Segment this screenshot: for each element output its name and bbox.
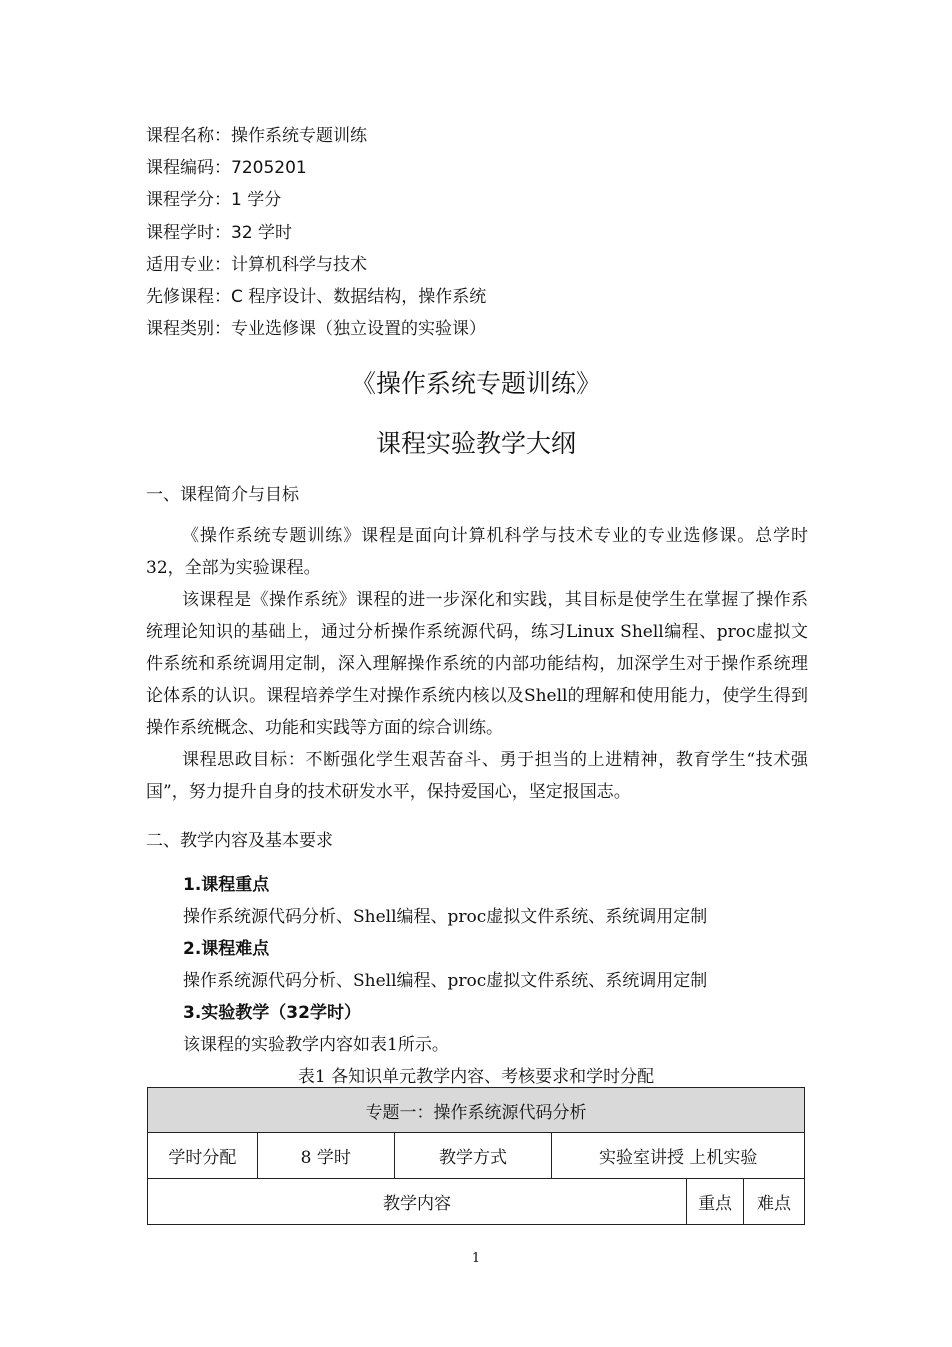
hours-label-cell: 学时分配	[148, 1133, 258, 1179]
document-subtitle: 课程实验教学大纲	[375, 429, 576, 458]
subheading-difficulties: 2.课程难点	[183, 939, 270, 959]
document-title: 《操作系统专题训练》	[350, 369, 601, 398]
meta-course-credit: 课程学分：1 学分	[146, 190, 282, 211]
meta-course-code: 课程编码：7205201	[146, 158, 307, 179]
section1-body	[146, 520, 808, 808]
key-label-cell: 重点	[687, 1179, 744, 1225]
meta-course-hours: 课程学时：32 学时	[146, 222, 293, 243]
method-value-cell: 实验室讲授 上机实验	[552, 1133, 805, 1179]
teaching-content-table	[147, 1087, 805, 1225]
method-label-cell: 教学方式	[394, 1133, 552, 1179]
paragraph-ideology: 课程思政目标：不断强化学生艰苦奋斗、勇于担当的上进精神，教育学生“技术强国”，努力提升自身的技术研发水平，保持爱国心，坚定报国志。	[146, 750, 808, 802]
subheading-lab-teaching: 3.实验教学（32学时）	[183, 1003, 361, 1023]
table-content-header-row	[148, 1179, 805, 1225]
content-label-cell: 教学内容	[148, 1179, 687, 1225]
table-topic-row	[148, 1088, 805, 1133]
table-hours-row	[148, 1133, 805, 1179]
meta-course-name: 课程名称：操作系统专题训练	[146, 126, 367, 146]
subheading-key-points: 1.课程重点	[183, 875, 270, 895]
meta-applicable-major: 适用专业：计算机科学与技术	[146, 254, 367, 275]
lab-teaching-text: 该课程的实验教学内容如表1所示。	[183, 1035, 449, 1055]
page-number: 1	[471, 1251, 481, 1266]
paragraph-goal: 该课程是《操作系统》课程的进一步深化和实践，其目标是使学生在掌握了操作系统理论知识的基础上，通过分析操作系统源代码，练习Linux Shell编程、proc虚拟文件系统和系统调用定制，深入理解操作系统的内部功能结构，加深学生对于操作系统理论体系的认识。课程培养学生对操作系统内核以及Shell的理解和使用能力，使学生得到操作系统概念、功能和实践等方面的综合训练。	[146, 590, 808, 738]
topic-cell: 专题一：操作系统源代码分析	[148, 1088, 805, 1133]
section-heading-1: 一、课程简介与目标	[146, 485, 299, 505]
table-caption: 表1 各知识单元教学内容、考核要求和学时分配	[297, 1067, 655, 1087]
hours-value-cell: 8 学时	[257, 1133, 394, 1179]
meta-course-category: 课程类别：专业选修课（独立设置的实验课）	[146, 319, 486, 340]
section-heading-2: 二、教学内容及基本要求	[146, 831, 333, 851]
paragraph-intro: 《操作系统专题训练》课程是面向计算机科学与技术专业的专业选修课。总学时32，全部为实验课程。	[146, 526, 808, 578]
course-meta	[146, 122, 486, 347]
difficulties-text: 操作系统源代码分析、Shell编程、proc虚拟文件系统、系统调用定制	[183, 971, 708, 991]
key-points-text: 操作系统源代码分析、Shell编程、proc虚拟文件系统、系统调用定制	[183, 907, 708, 927]
difficult-label-cell: 难点	[744, 1179, 805, 1225]
meta-prerequisites: 先修课程：C 程序设计、数据结构，操作系统	[146, 286, 487, 307]
